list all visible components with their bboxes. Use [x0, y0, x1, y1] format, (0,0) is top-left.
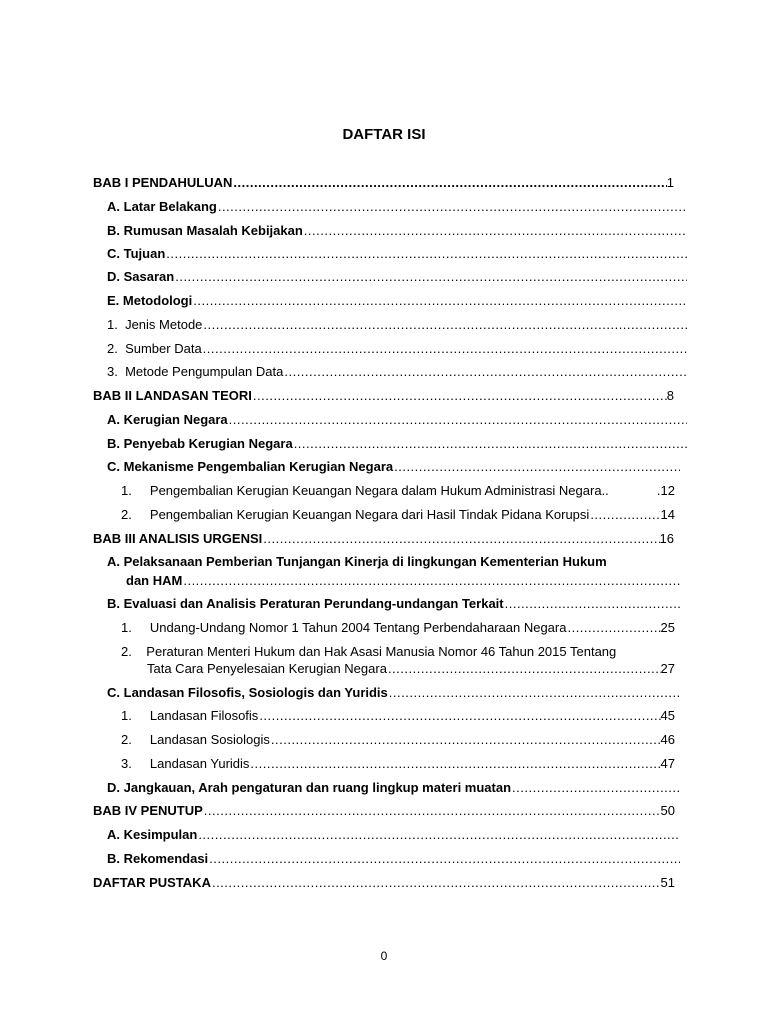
toc-entry-jangkauan[interactable]: D. Jangkauan, Arah pengaturan dan ruang lingkup materi muatan ..... — [107, 780, 680, 796]
toc-entry-pengembalian-administrasi[interactable]: 1. Pengembalian Kerugian Keuangan Negara dalam Hukum Administrasi Negara.. . 12 — [121, 483, 675, 498]
toc-entry-uu-perbendaharaan[interactable]: 1. Undang-Undang Nomor 1 Tahun 2004 Tentang Perbendaharaan Negara ..... 25 — [121, 620, 675, 636]
toc-entry-metode-pengumpulan-data[interactable]: 3. Metode Pengumpulan Data ..... — [107, 364, 687, 380]
toc-entry-landasan-filosofis[interactable]: 1. Landasan Filosofis ..... 45 — [121, 708, 675, 724]
toc-entry-bab-3[interactable]: BAB III ANALISIS URGENSI ..... 16 — [93, 531, 674, 547]
toc-entry-landasan-sosiologis[interactable]: 2. Landasan Sosiologis ..... 46 — [121, 732, 675, 748]
toc-entry-pelaksanaan-line1[interactable]: A. Pelaksanaan Pemberian Tunjangan Kinerja di lingkungan Kementerian Hukum — [107, 554, 607, 569]
toc-entry-metodologi[interactable]: E. Metodologi ..... — [107, 293, 687, 309]
toc-entry-bab-1[interactable]: BAB I PENDAHULUAN ..... 1 — [93, 175, 674, 191]
toc-entry-permen-line2[interactable]: Tata Cara Penyelesaian Kerugian Negara ..... 27 — [147, 661, 675, 677]
toc-entry-pelaksanaan-line2[interactable]: dan HAM ..... — [126, 573, 680, 589]
toc-entry-penyebab-kerugian[interactable]: B. Penyebab Kerugian Negara ..... — [107, 436, 687, 452]
toc-entry-evaluasi-analisis[interactable]: B. Evaluasi dan Analisis Peraturan Perundang-undangan Terkait ..... — [107, 596, 680, 612]
toc-entry-landasan[interactable]: C. Landasan Filosofis, Sosiologis dan Yuridis ..... — [107, 685, 680, 701]
toc-entry-rekomendasi[interactable]: B. Rekomendasi ..... — [107, 851, 680, 867]
toc-entry-bab-2[interactable]: BAB II LANDASAN TEORI ..... 8 — [93, 388, 674, 404]
page-number: 0 — [380, 949, 388, 963]
toc-entry-bab-4[interactable]: BAB IV PENUTUP ..... 50 — [93, 803, 675, 819]
toc-entry-sasaran[interactable]: D. Sasaran ..... — [107, 269, 687, 285]
toc-entry-pengembalian-pidana[interactable]: 2. Pengembalian Kerugian Keuangan Negara dari Hasil Tindak Pidana Korupsi ..... 14 — [121, 507, 675, 523]
toc-entry-landasan-yuridis[interactable]: 3. Landasan Yuridis ..... 47 — [121, 756, 675, 772]
toc-entry-mekanisme-pengembalian[interactable]: C. Mekanisme Pengembalian Kerugian Negara ..... — [107, 459, 680, 475]
toc-entry-sumber-data[interactable]: 2. Sumber Data ..... — [107, 341, 687, 357]
toc-entry-latar-belakang[interactable]: A. Latar Belakang ..... — [107, 199, 687, 215]
toc-entry-rumusan-masalah[interactable]: B. Rumusan Masalah Kebijakan ..... — [107, 223, 687, 239]
toc-entry-daftar-pustaka[interactable]: DAFTAR PUSTAKA ..... 51 — [93, 875, 675, 891]
toc-entry-kerugian-negara[interactable]: A. Kerugian Negara ..... — [107, 412, 687, 428]
toc-entry-jenis-metode[interactable]: 1. Jenis Metode ..... — [107, 317, 687, 333]
toc-entry-tujuan[interactable]: C. Tujuan ..... — [107, 246, 687, 262]
page-title: DAFTAR ISI — [342, 126, 426, 143]
toc-entry-permen-line1[interactable]: 2. Peraturan Menteri Hukum dan Hak Asasi Manusia Nomor 46 Tahun 2015 Tentang — [121, 644, 617, 659]
toc-entry-kesimpulan[interactable]: A. Kesimpulan ..... — [107, 827, 680, 843]
